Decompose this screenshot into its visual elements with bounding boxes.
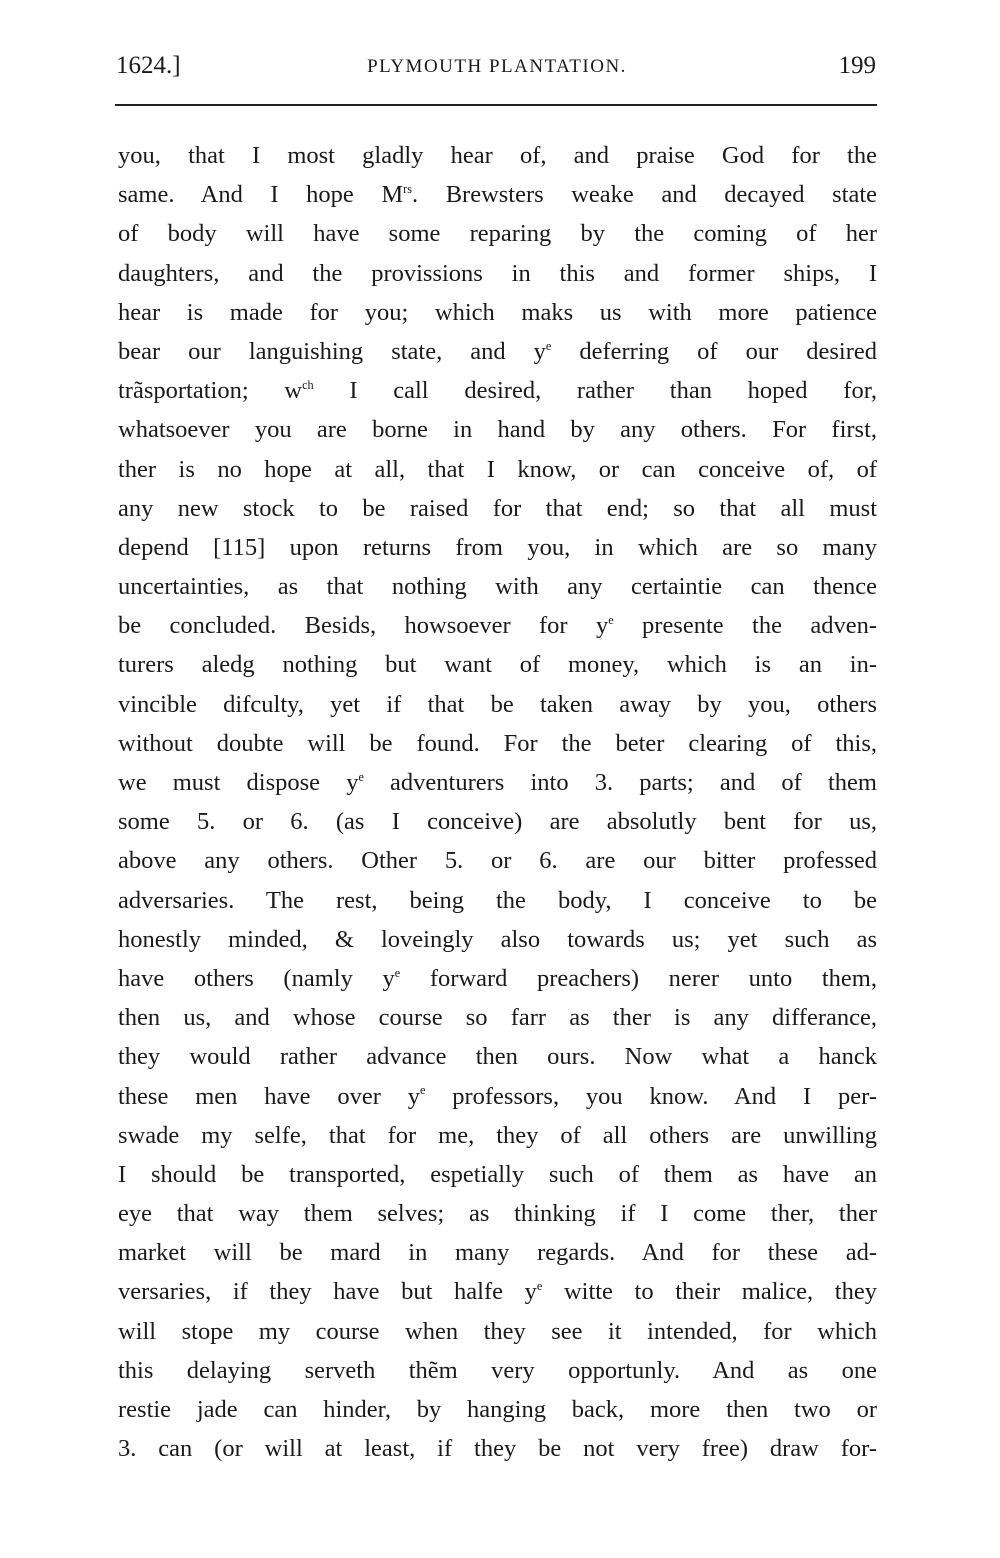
- text-line: this delaying serveth thẽm very opportunly. And as one: [118, 1356, 877, 1384]
- text-line: you, that I most gladly hear of, and praise God for the: [118, 142, 877, 169]
- text-line: versaries, if they have but halfe $y^e$ witte to their malice, they: [118, 1278, 877, 1306]
- header-year: 1624.]: [116, 52, 181, 79]
- text-line: whatsoever you are borne in hand by any others. For first,: [118, 416, 877, 444]
- page-number: 199: [838, 52, 876, 79]
- text-line: some 5. or 6. (as I conceive) are absolutly bent for us,: [118, 808, 877, 836]
- text-line: of body will have some reparing by the coming of her: [118, 220, 877, 248]
- superscript: e: [545, 338, 552, 353]
- text-line: we must dispose $y^e$ adventurers into 3. parts; and of them: [118, 769, 877, 796]
- superscript: e: [608, 613, 614, 628]
- text-line: hear is made for you; which maks us with more patience: [118, 298, 877, 326]
- text-line: honestly minded, & loveingly also towards us; yet such as: [118, 925, 877, 953]
- superscript: ch: [302, 377, 314, 392]
- text-line: I should be transported, espetially such of them as have an: [118, 1160, 877, 1188]
- text-line: uncertainties, as that nothing with any certaintie can thence: [118, 573, 877, 601]
- text-line: depend [115] upon returns from you, in which are so many: [118, 533, 877, 561]
- text-line: they would rather advance then ours. Now what a hanck: [118, 1043, 877, 1071]
- body-text: [118, 136, 877, 1468]
- running-header: [116, 52, 878, 92]
- text-line: restie jade can hinder, by hanging back, more then two or: [118, 1396, 877, 1423]
- text-line: same. And I hope $M^{rs}$. Brewsters weake and decayed state: [118, 181, 878, 209]
- text-line: will stope my course when they see it intended, for which: [118, 1317, 877, 1345]
- header-title: PLYMOUTH PLANTATION.: [367, 56, 627, 77]
- text-line: 3. can (or will at least, if they be not very free) draw for-: [118, 1435, 877, 1463]
- text-line: bear our languishing state, and $y^e$ deferring of our desired: [118, 337, 877, 365]
- text-line: have others (namly $y^e$ forward preachers) nerer unto them,: [118, 964, 877, 992]
- text-line: without doubte will be found. For the beter clearing of this,: [118, 729, 877, 757]
- text-line: daughters, and the provissions in this and former ships, I: [118, 259, 877, 287]
- text-line: any new stock to be raised for that end; so that all must: [118, 494, 877, 522]
- text-line: trãsportation; $w^{ch}$ I call desired, rather than hoped for,: [118, 377, 877, 405]
- text-line: vincible difculty, yet if that be taken away by you, others: [118, 690, 877, 718]
- text-line: eye that way them selves; as thinking if I come ther, ther: [118, 1200, 877, 1228]
- superscript: e: [536, 1279, 543, 1294]
- text-line: adversaries. The rest, being the body, I conceive to be: [118, 886, 877, 914]
- header-rule: [115, 104, 877, 106]
- superscript: e: [394, 965, 401, 980]
- text-line: turers aledg nothing but want of money, which is an in-: [118, 651, 877, 679]
- text-line: ther is no hope at all, that I know, or can conceive of, of: [118, 455, 877, 483]
- text-line: swade my selfe, that for me, they of all others are unwilling: [118, 1121, 877, 1149]
- superscript: rs: [403, 182, 412, 196]
- text-line: then us, and whose course so farr as ther is any differance,: [118, 1004, 877, 1032]
- text-line: these men have over $y^e$ professors, you know. And I per-: [118, 1082, 877, 1110]
- text-line: be concluded. Besids, howsoever for $y^e$ presente the adven-: [118, 612, 877, 640]
- superscript: e: [419, 1083, 426, 1098]
- superscript: e: [358, 769, 364, 784]
- text-line: above any others. Other 5. or 6. are our bitter professed: [118, 847, 877, 875]
- text-line: market will be mard in many regards. And for these ad-: [118, 1239, 877, 1267]
